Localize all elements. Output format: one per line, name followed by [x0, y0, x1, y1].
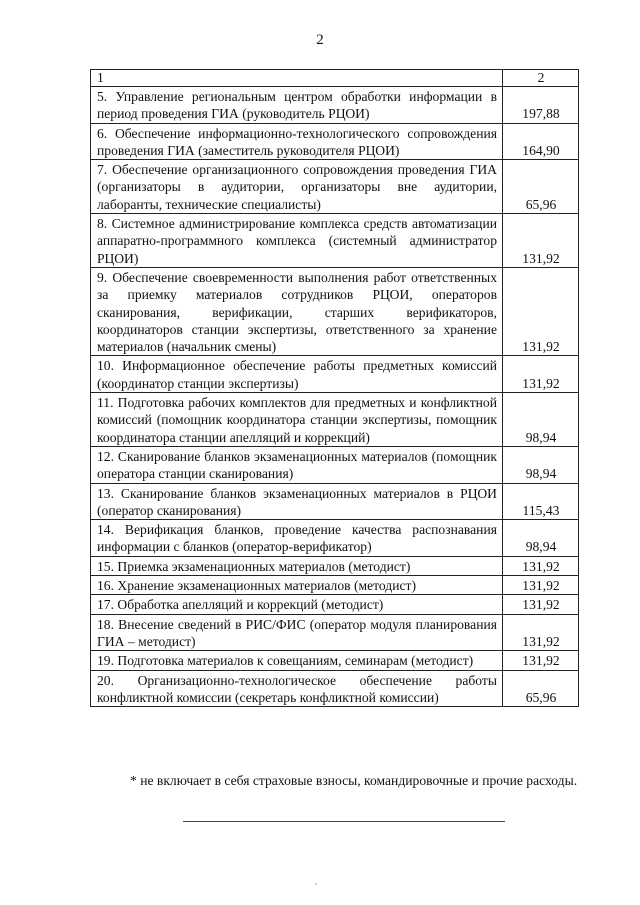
- row-description: 8. Системное администрирование комплекса средств автоматизации аппаратно-программного комплекса (системный администратор РЦОИ): [91, 214, 503, 268]
- row-description: 18. Внесение сведений в РИС/ФИС (оператор модуля планирования ГИА – методист): [91, 614, 503, 651]
- row-value: 131,92: [503, 614, 579, 651]
- table-row: [91, 446, 579, 483]
- row-value: 65,96: [503, 670, 579, 707]
- row-description: 16. Хранение экзаменационных материалов (методист): [91, 576, 503, 595]
- row-description: 15. Приемка экзаменационных материалов (методист): [91, 556, 503, 575]
- bottom-rule: [183, 821, 505, 822]
- page-number: 2: [316, 32, 324, 48]
- row-value: 131,92: [503, 556, 579, 575]
- row-description: 14. Верификация бланков, проведение качества распознавания информации с бланков (оператор-верификатор): [91, 520, 503, 557]
- row-description: 10. Информационное обеспечение работы предметных комиссий (координатор станции экспертизы): [91, 356, 503, 393]
- row-value: 65,96: [503, 160, 579, 214]
- row-description: 9. Обеспечение своевременности выполнения работ ответственных за приемку материалов сотрудников РЦОИ, операторов сканирования, верификации, старших верификаторов, координаторов станции экспертизы, ответственного за хранение материалов (начальник смены): [91, 267, 503, 355]
- table-header-row: [91, 70, 579, 87]
- row-description: 11. Подготовка рабочих комплектов для предметных и конфликтной комиссий (помощник координатора станции экспертизы, помощник координатора станции апелляций и коррекций): [91, 393, 503, 447]
- row-value: 131,92: [503, 576, 579, 595]
- row-value: 131,92: [503, 267, 579, 355]
- row-value: 131,92: [503, 214, 579, 268]
- table-row: [91, 556, 579, 575]
- table-row: [91, 356, 579, 393]
- row-value: 115,43: [503, 483, 579, 520]
- row-value: 131,92: [503, 651, 579, 670]
- row-description: 13. Сканирование бланков экзаменационных материалов в РЦОИ (оператор сканирования): [91, 483, 503, 520]
- table-row: [91, 160, 579, 214]
- scan-dot: [315, 883, 317, 885]
- table-row: [91, 576, 579, 595]
- table-row: [91, 614, 579, 651]
- column-header-1: 1: [91, 70, 503, 87]
- footnote: * не включает в себя страховые взносы, командировочные и прочие расходы.: [130, 773, 578, 788]
- row-value: 98,94: [503, 520, 579, 557]
- row-value: 131,92: [503, 595, 579, 614]
- row-description: 5. Управление региональным центром обработки информации в период проведения ГИА (руководитель РЦОИ): [91, 87, 503, 124]
- column-header-2: 2: [503, 70, 579, 87]
- row-value: 197,88: [503, 87, 579, 124]
- rates-table: [90, 69, 579, 707]
- table-row: [91, 483, 579, 520]
- row-value: 131,92: [503, 356, 579, 393]
- table-row: [91, 595, 579, 614]
- table-row: [91, 651, 579, 670]
- table-row: [91, 520, 579, 557]
- row-description: 19. Подготовка материалов к совещаниям, семинарам (методист): [91, 651, 503, 670]
- table-row: [91, 87, 579, 124]
- row-description: 20. Организационно-технологическое обеспечение работы конфликтной комиссии (секретарь конфликтной комиссии): [91, 670, 503, 707]
- table-row: [91, 670, 579, 707]
- table-row: [91, 267, 579, 355]
- row-description: 6. Обеспечение информационно-технологического сопровождения проведения ГИА (заместитель руководителя РЦОИ): [91, 123, 503, 160]
- row-description: 7. Обеспечение организационного сопровождения проведения ГИА (организаторы в аудитории, организаторы вне аудитории, лаборанты, технические специалисты): [91, 160, 503, 214]
- row-description: 17. Обработка апелляций и коррекций (методист): [91, 595, 503, 614]
- table-row: [91, 214, 579, 268]
- row-description: 12. Сканирование бланков экзаменационных материалов (помощник оператора станции сканирования): [91, 446, 503, 483]
- table-row: [91, 393, 579, 447]
- row-value: 98,94: [503, 446, 579, 483]
- row-value: 98,94: [503, 393, 579, 447]
- row-value: 164,90: [503, 123, 579, 160]
- table-row: [91, 123, 579, 160]
